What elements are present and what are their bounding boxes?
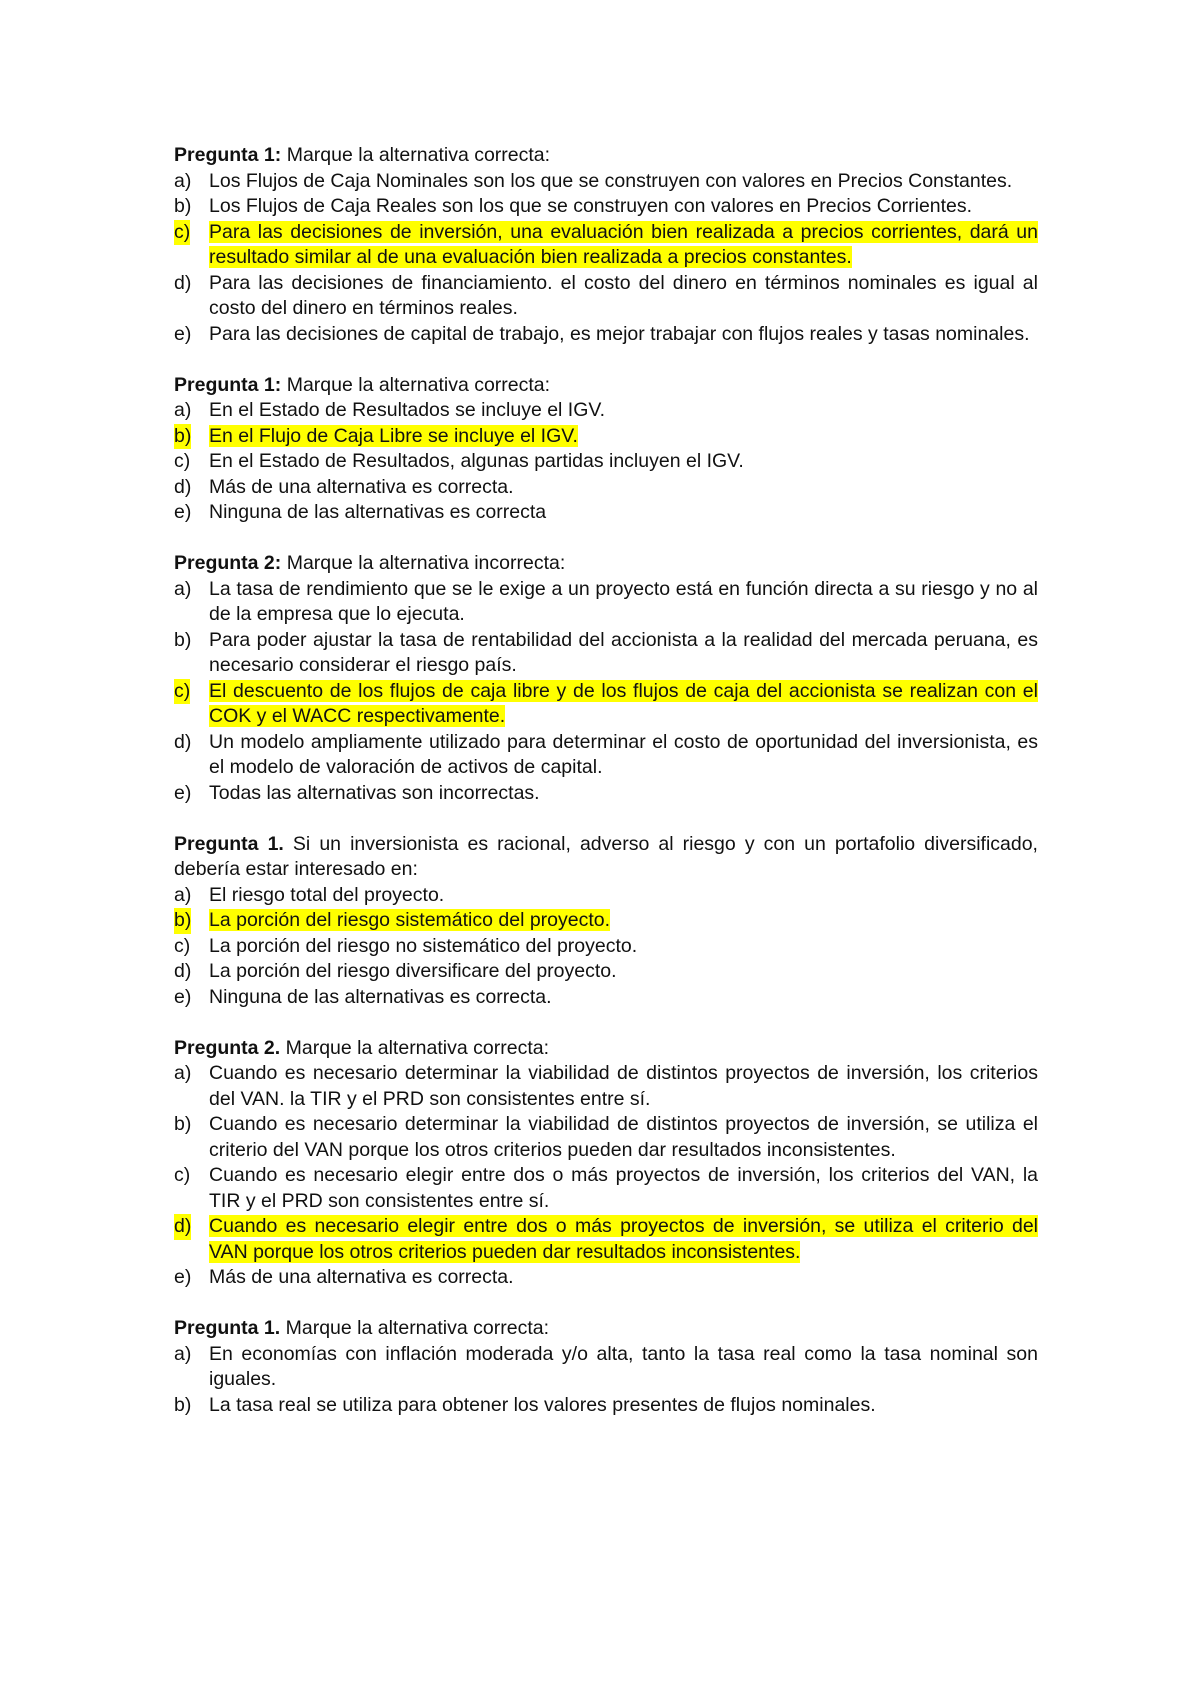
option-letter: e) bbox=[174, 1266, 192, 1288]
question-prompt: Marque la alternativa correcta: bbox=[280, 1036, 549, 1059]
option-text: Todas las alternativas son incorrectas. bbox=[209, 781, 540, 804]
option-text: En economías con inflación moderada y/o alta, tanto la tasa real como la tasa nominal son iguales. bbox=[209, 1342, 1038, 1390]
option-letter: b) bbox=[174, 908, 191, 934]
option-text: Ninguna de las alternativas es correcta bbox=[209, 501, 547, 523]
question-prompt: Marque la alternativa correcta: bbox=[281, 144, 551, 166]
question-prompt: Marque la alternativa incorrecta: bbox=[281, 552, 566, 574]
question-heading bbox=[174, 373, 1038, 399]
option-letter: c) bbox=[174, 934, 191, 957]
option-text: La porción del riesgo diversificare del proyecto. bbox=[209, 960, 617, 982]
answer-option bbox=[174, 959, 1038, 985]
question-label: Pregunta 1: bbox=[174, 373, 282, 396]
option-text: Cuando es necesario determinar la viabilidad de distintos proyectos de inversión, los criterios del VAN. la TIR y el PRD son consistentes entre sí. bbox=[209, 1062, 1038, 1110]
question-heading bbox=[174, 1036, 1038, 1062]
option-text: En el Flujo de Caja Libre se incluye el IGV. bbox=[209, 424, 578, 447]
option-letter: d) bbox=[174, 271, 192, 294]
option-text: La tasa de rendimiento que se le exige a un proyecto está en función directa a su riesgo y no al de la empresa que lo ejecuta. bbox=[209, 577, 1038, 625]
option-letter: c) bbox=[174, 450, 191, 472]
option-letter: c) bbox=[174, 1164, 191, 1186]
answer-option bbox=[174, 730, 1038, 781]
answer-option bbox=[174, 398, 1038, 424]
option-letter: d) bbox=[174, 730, 192, 753]
question-heading bbox=[174, 1316, 1038, 1342]
question-prompt: Marque la alternativa correcta: bbox=[280, 1317, 549, 1339]
answer-option bbox=[174, 883, 1038, 909]
answer-option bbox=[174, 500, 1038, 526]
answer-option bbox=[174, 1112, 1038, 1163]
option-letter: b) bbox=[174, 1393, 192, 1416]
option-text: Más de una alternativa es correcta. bbox=[209, 475, 514, 498]
option-letter: e) bbox=[174, 322, 192, 345]
option-text: Para las decisiones de financiamiento. el costo del dinero en términos nominales es igual al costo del dinero en términos reales. bbox=[209, 271, 1038, 319]
answer-option bbox=[174, 1061, 1038, 1112]
answer-option bbox=[174, 449, 1038, 475]
option-letter: a) bbox=[174, 399, 192, 421]
option-text: Los Flujos de Caja Reales son los que se construyen con valores en Precios Corrientes. bbox=[209, 195, 973, 217]
option-letter: a) bbox=[174, 169, 192, 192]
answer-option-highlighted bbox=[174, 908, 1038, 934]
option-text: En el Estado de Resultados, algunas partidas incluyen el IGV. bbox=[209, 450, 744, 472]
answer-option-highlighted bbox=[174, 220, 1038, 271]
question-prompt: Si un inversionista es racional, adverso al riesgo y con un portafolio diversificado, debería estar interesado en: bbox=[174, 832, 1038, 880]
question-block bbox=[174, 832, 1038, 1011]
option-letter: e) bbox=[174, 781, 192, 804]
answer-option bbox=[174, 322, 1038, 348]
question-heading bbox=[174, 143, 1038, 169]
option-letter: b) bbox=[174, 424, 191, 450]
answer-option bbox=[174, 475, 1038, 501]
option-text: Para las decisiones de capital de trabajo, es mejor trabajar con flujos reales y tasas nominales. bbox=[209, 322, 1030, 345]
question-label: Pregunta 2. bbox=[174, 1036, 281, 1059]
option-letter: a) bbox=[174, 883, 192, 906]
option-text: La tasa real se utiliza para obtener los valores presentes de flujos nominales. bbox=[209, 1393, 876, 1416]
option-letter: a) bbox=[174, 1342, 192, 1365]
answer-option-highlighted bbox=[174, 679, 1038, 730]
answer-option bbox=[174, 628, 1038, 679]
question-block bbox=[174, 1036, 1038, 1291]
answer-option bbox=[174, 194, 1038, 220]
option-text: En el Estado de Resultados se incluye el IGV. bbox=[209, 399, 606, 421]
option-text: Cuando es necesario elegir entre dos o más proyectos de inversión, los criterios del VAN, la TIR y el PRD son consistentes entre sí. bbox=[209, 1164, 1038, 1212]
answer-option bbox=[174, 985, 1038, 1011]
option-text: Los Flujos de Caja Nominales son los que se construyen con valores en Precios Constantes. bbox=[209, 169, 1013, 192]
option-letter: c) bbox=[174, 679, 190, 705]
question-label: Pregunta 1: bbox=[174, 144, 282, 166]
option-letter: e) bbox=[174, 985, 192, 1008]
option-text: Ninguna de las alternativas es correcta. bbox=[209, 985, 552, 1008]
answer-option bbox=[174, 934, 1038, 960]
question-block bbox=[174, 373, 1038, 526]
question-block bbox=[174, 551, 1038, 806]
option-letter: d) bbox=[174, 475, 192, 498]
answer-option bbox=[174, 1342, 1038, 1393]
question-label: Pregunta 1. bbox=[174, 832, 284, 855]
answer-option bbox=[174, 1163, 1038, 1214]
option-text: Para las decisiones de inversión, una evaluación bien realizada a precios corrientes, dará un resultado similar al de una evaluación bien realizada a precios constantes. bbox=[209, 220, 1038, 268]
question-heading bbox=[174, 551, 1038, 577]
question-prompt: Marque la alternativa correcta: bbox=[281, 373, 551, 396]
answer-option-highlighted bbox=[174, 424, 1038, 450]
option-text: Para poder ajustar la tasa de rentabilidad del accionista a la realidad del mercada peruana, es necesario considerar el riesgo país. bbox=[209, 628, 1038, 676]
answer-option bbox=[174, 169, 1038, 195]
option-letter: c) bbox=[174, 220, 190, 246]
option-text: Cuando es necesario elegir entre dos o más proyectos de inversión, se utiliza el criterio del VAN porque los otros criterios pueden dar resultados inconsistentes. bbox=[209, 1215, 1038, 1263]
question-block bbox=[174, 1316, 1038, 1418]
answer-option bbox=[174, 271, 1038, 322]
question-label: Pregunta 1. bbox=[174, 1317, 281, 1339]
option-text: La porción del riesgo sistemático del proyecto. bbox=[209, 909, 611, 931]
option-letter: b) bbox=[174, 1113, 192, 1135]
option-letter: b) bbox=[174, 628, 192, 651]
option-text: Un modelo ampliamente utilizado para determinar el costo de oportunidad del inversionista, es el modelo de valoración de activos de capital. bbox=[209, 730, 1038, 778]
answer-option bbox=[174, 1393, 1038, 1419]
question-block bbox=[174, 143, 1038, 347]
option-text: La porción del riesgo no sistemático del proyecto. bbox=[209, 934, 638, 957]
option-letter: a) bbox=[174, 1062, 192, 1084]
answer-option bbox=[174, 781, 1038, 807]
answer-option bbox=[174, 577, 1038, 628]
option-text: El descuento de los flujos de caja libre y de los flujos de caja del accionista se realizan con el COK y el WACC respectivamente. bbox=[209, 679, 1038, 727]
option-text: El riesgo total del proyecto. bbox=[209, 883, 445, 906]
option-letter: e) bbox=[174, 501, 192, 523]
option-letter: d) bbox=[174, 1214, 191, 1240]
option-letter: d) bbox=[174, 960, 192, 982]
question-heading bbox=[174, 832, 1038, 883]
question-label: Pregunta 2: bbox=[174, 552, 282, 574]
answer-option bbox=[174, 1265, 1038, 1291]
option-text: Cuando es necesario determinar la viabilidad de distintos proyectos de inversión, se utiliza el criterio del VAN porque los otros criterios pueden dar resultados inconsistentes. bbox=[209, 1113, 1038, 1161]
document-page bbox=[174, 143, 1038, 1444]
option-letter: b) bbox=[174, 195, 192, 217]
answer-option-highlighted bbox=[174, 1214, 1038, 1265]
option-text: Más de una alternativa es correcta. bbox=[209, 1266, 514, 1288]
option-letter: a) bbox=[174, 577, 192, 600]
